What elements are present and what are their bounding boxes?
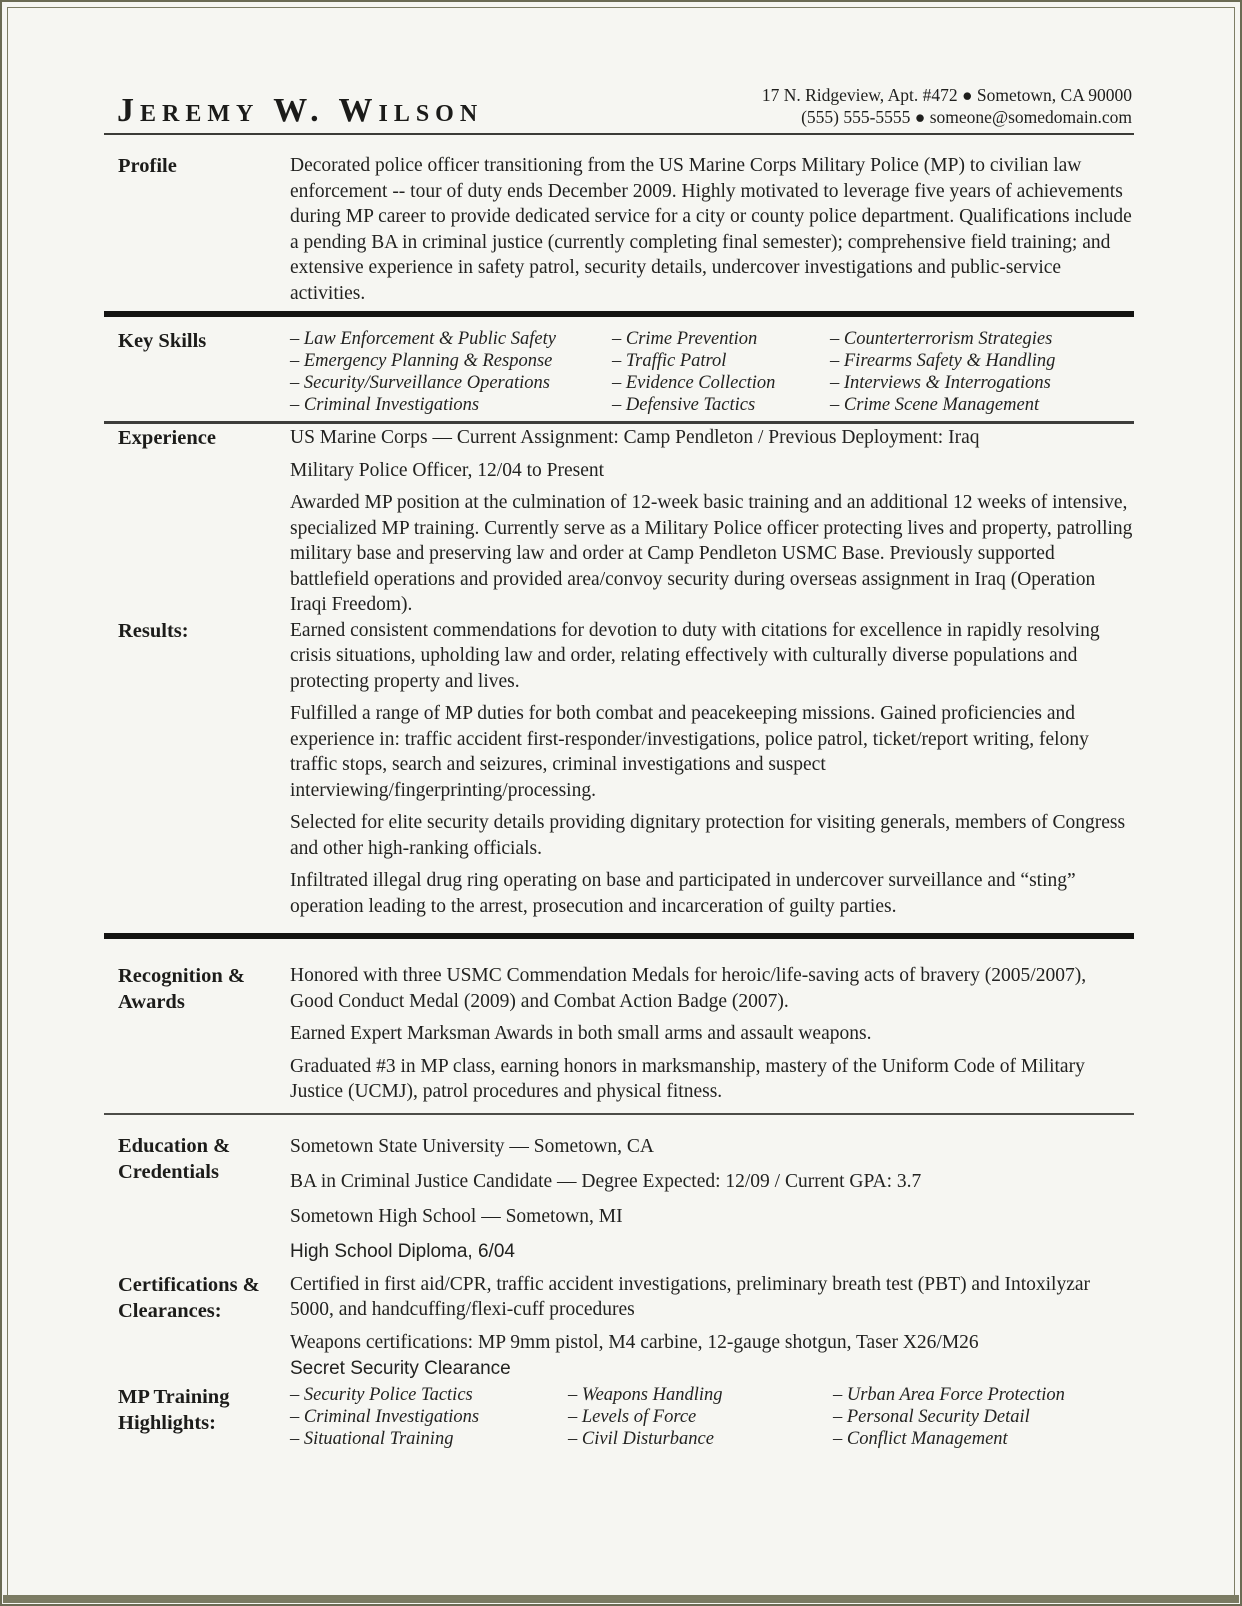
page-frame-bottom-bar (3, 1595, 1239, 1603)
key-skills-columns (290, 328, 1134, 416)
skill-item: – Crime Prevention (612, 328, 830, 350)
mp-training-column-3 (833, 1384, 1134, 1450)
recognition-paragraph: Earned Expert Marksman Awards in both small arms and assault weapons. (290, 1023, 872, 1044)
results-label: Results: (118, 619, 189, 642)
profile-text: Decorated police officer transitioning from the US Marine Corps Military Police (MP) to civilian law enforcement -- tour of duty ends December 2009. Highly motivated to leverage five years of achievements during MP career to provide dedicated service for a city or county police department. Qualifications include a pending BA in criminal justice (currently completing final semester); comprehensive field training; and extensive experience in safety patrol, security details, undercover investigations and public-service activities. (290, 155, 1132, 304)
results-paragraph: Infiltrated illegal drug ring operating on base and participated in undercover surveillance and “sting” operation leading to the arrest, prosecution and incarceration of guilty parties. (290, 870, 1076, 917)
section-divider (104, 311, 1134, 317)
contact-phone-email-line: (555) 555-5555 ● someone@somedomain.com (801, 107, 1132, 127)
skill-item: – Traffic Patrol (612, 350, 830, 372)
section-experience (104, 425, 1134, 618)
certifications-text: Certified in first aid/CPR, traffic accident investigations, preliminary breath test (PBT) and Intoxilyzar 5000, and handcuffing/flexi-cuff procedures (290, 1273, 1091, 1320)
training-item: – Conflict Management (833, 1428, 1134, 1450)
training-item: – Weapons Handling (568, 1384, 833, 1406)
skill-item: – Counterterrorism Strategies (830, 328, 1134, 350)
recognition-paragraph: Honored with three USMC Commendation Medals for heroic/life-saving acts of bravery (2005/2007), Good Conduct Medal (2009) and Combat Action Badge (2007). (290, 965, 1087, 1012)
recognition-awards-label: Recognition & Awards (118, 965, 245, 1013)
mp-training-column-1 (290, 1384, 568, 1450)
experience-body (290, 425, 1134, 618)
weapons-certifications-line: Weapons certifications: MP 9mm pistol, M4 carbine, 12-gauge shotgun, Taser X26/M26 (290, 1331, 979, 1353)
header (104, 0, 1134, 135)
section-recognition-awards (104, 963, 1134, 1105)
results-paragraph: Earned consistent commendations for devotion to duty with citations for excellence in rapidly resolving crisis situations, upholding law and order, relating effectively with culturally diverse populations and protecting property and lives. (290, 619, 1100, 692)
section-mp-training-highlights (104, 1384, 1134, 1450)
skill-item: – Defensive Tactics (612, 394, 830, 416)
training-item: – Personal Security Detail (833, 1406, 1134, 1428)
resume-content (104, 0, 1134, 1450)
mp-training-column-2 (568, 1384, 833, 1450)
section-education-credentials (104, 1133, 1134, 1266)
section-divider (104, 421, 1134, 424)
training-item: – Security Police Tactics (290, 1384, 568, 1406)
key-skills-column-3 (830, 328, 1134, 416)
key-skills-label: Key Skills (118, 330, 207, 352)
experience-title-line: Military Police Officer, 12/04 to Present (290, 459, 605, 481)
experience-label: Experience (118, 427, 216, 449)
results-paragraph: Selected for elite security details providing dignitary protection for visiting generals, members of Congress and other high-ranking officials. (290, 812, 1126, 859)
mp-training-columns (290, 1384, 1134, 1450)
education-diploma-line: High School Diploma, 6/04 (290, 1240, 515, 1262)
results-body (290, 618, 1134, 920)
results-paragraph: Fulfilled a range of MP duties for both combat and peacekeeping missions. Gained proficiencies and experience in: traffic accident first-responder/investigations, police patrol, ticket/report writing, felony traffic stops, search and seizures, criminal investigations and suspect interviewing/fingerprinting/processing. (290, 703, 1089, 801)
training-item: – Urban Area Force Protection (833, 1384, 1134, 1406)
training-item: – Criminal Investigations (290, 1406, 568, 1428)
section-profile (104, 153, 1134, 306)
training-item: – Levels of Force (568, 1406, 833, 1428)
contact-info (762, 84, 1134, 128)
skill-item: – Law Enforcement & Public Safety (290, 328, 612, 350)
skill-item: – Crime Scene Management (830, 394, 1134, 416)
section-divider (104, 1113, 1134, 1115)
education-degree-line: BA in Criminal Justice Candidate — Degree Expected: 12/09 / Current GPA: 3.7 (290, 1170, 922, 1192)
recognition-paragraph: Graduated #3 in MP class, earning honors in marksmanship, mastery of the Uniform Code of Military Justice (UCMJ), patrol procedures and physical fitness. (290, 1055, 1085, 1102)
skill-item: – Firearms Safety & Handling (830, 350, 1134, 372)
education-credentials-label: Education & Credentials (118, 1134, 231, 1183)
skill-item: – Criminal Investigations (290, 394, 612, 416)
training-item: – Situational Training (290, 1428, 568, 1450)
experience-summary: Awarded MP position at the culmination of 12-week basic training and an additional 12 weeks of intensive, specialized MP training. Currently serve as a Military Police officer protecting lives and property, patrolling military base and preserving law and order at Camp Pendleton USMC Base. Previously supported battlefield operations and provided area/convoy security during overseas assignment in Iraq (Operation Iraqi Freedom). (290, 492, 1133, 615)
certifications-clearances-label: Certifications & Clearances: (118, 1273, 260, 1322)
person-name: Jeremy W. Wilson (117, 92, 484, 129)
training-item: – Civil Disturbance (568, 1428, 833, 1450)
skill-item: – Emergency Planning & Response (290, 350, 612, 372)
key-skills-column-2 (612, 328, 830, 416)
section-key-skills (104, 328, 1134, 416)
skill-item: – Security/Surveillance Operations (290, 372, 612, 394)
education-university-line: Sometown State University — Sometown, CA (290, 1135, 654, 1157)
skill-item: – Evidence Collection (612, 372, 830, 394)
recognition-awards-body (290, 963, 1134, 1105)
skill-item: – Interviews & Interrogations (830, 372, 1134, 394)
experience-employer-line: US Marine Corps — Current Assignment: Camp Pendleton / Previous Deployment: Iraq (290, 427, 980, 448)
section-certifications-clearances (104, 1272, 1134, 1383)
education-credentials-body (290, 1133, 1134, 1266)
profile-label: Profile (118, 155, 177, 177)
security-clearance-line: Secret Security Clearance (290, 1358, 511, 1379)
section-divider (104, 933, 1134, 939)
mp-training-highlights-label: MP Training Highlights: (118, 1386, 230, 1434)
contact-address-line: 17 N. Ridgeview, Apt. #472 ● Sometown, CA 90000 (761, 85, 1132, 105)
key-skills-column-1 (290, 328, 612, 416)
section-results (104, 618, 1134, 920)
certifications-clearances-body (290, 1272, 1134, 1383)
profile-body (290, 153, 1134, 306)
education-highschool-line: Sometown High School — Sometown, MI (290, 1205, 623, 1227)
